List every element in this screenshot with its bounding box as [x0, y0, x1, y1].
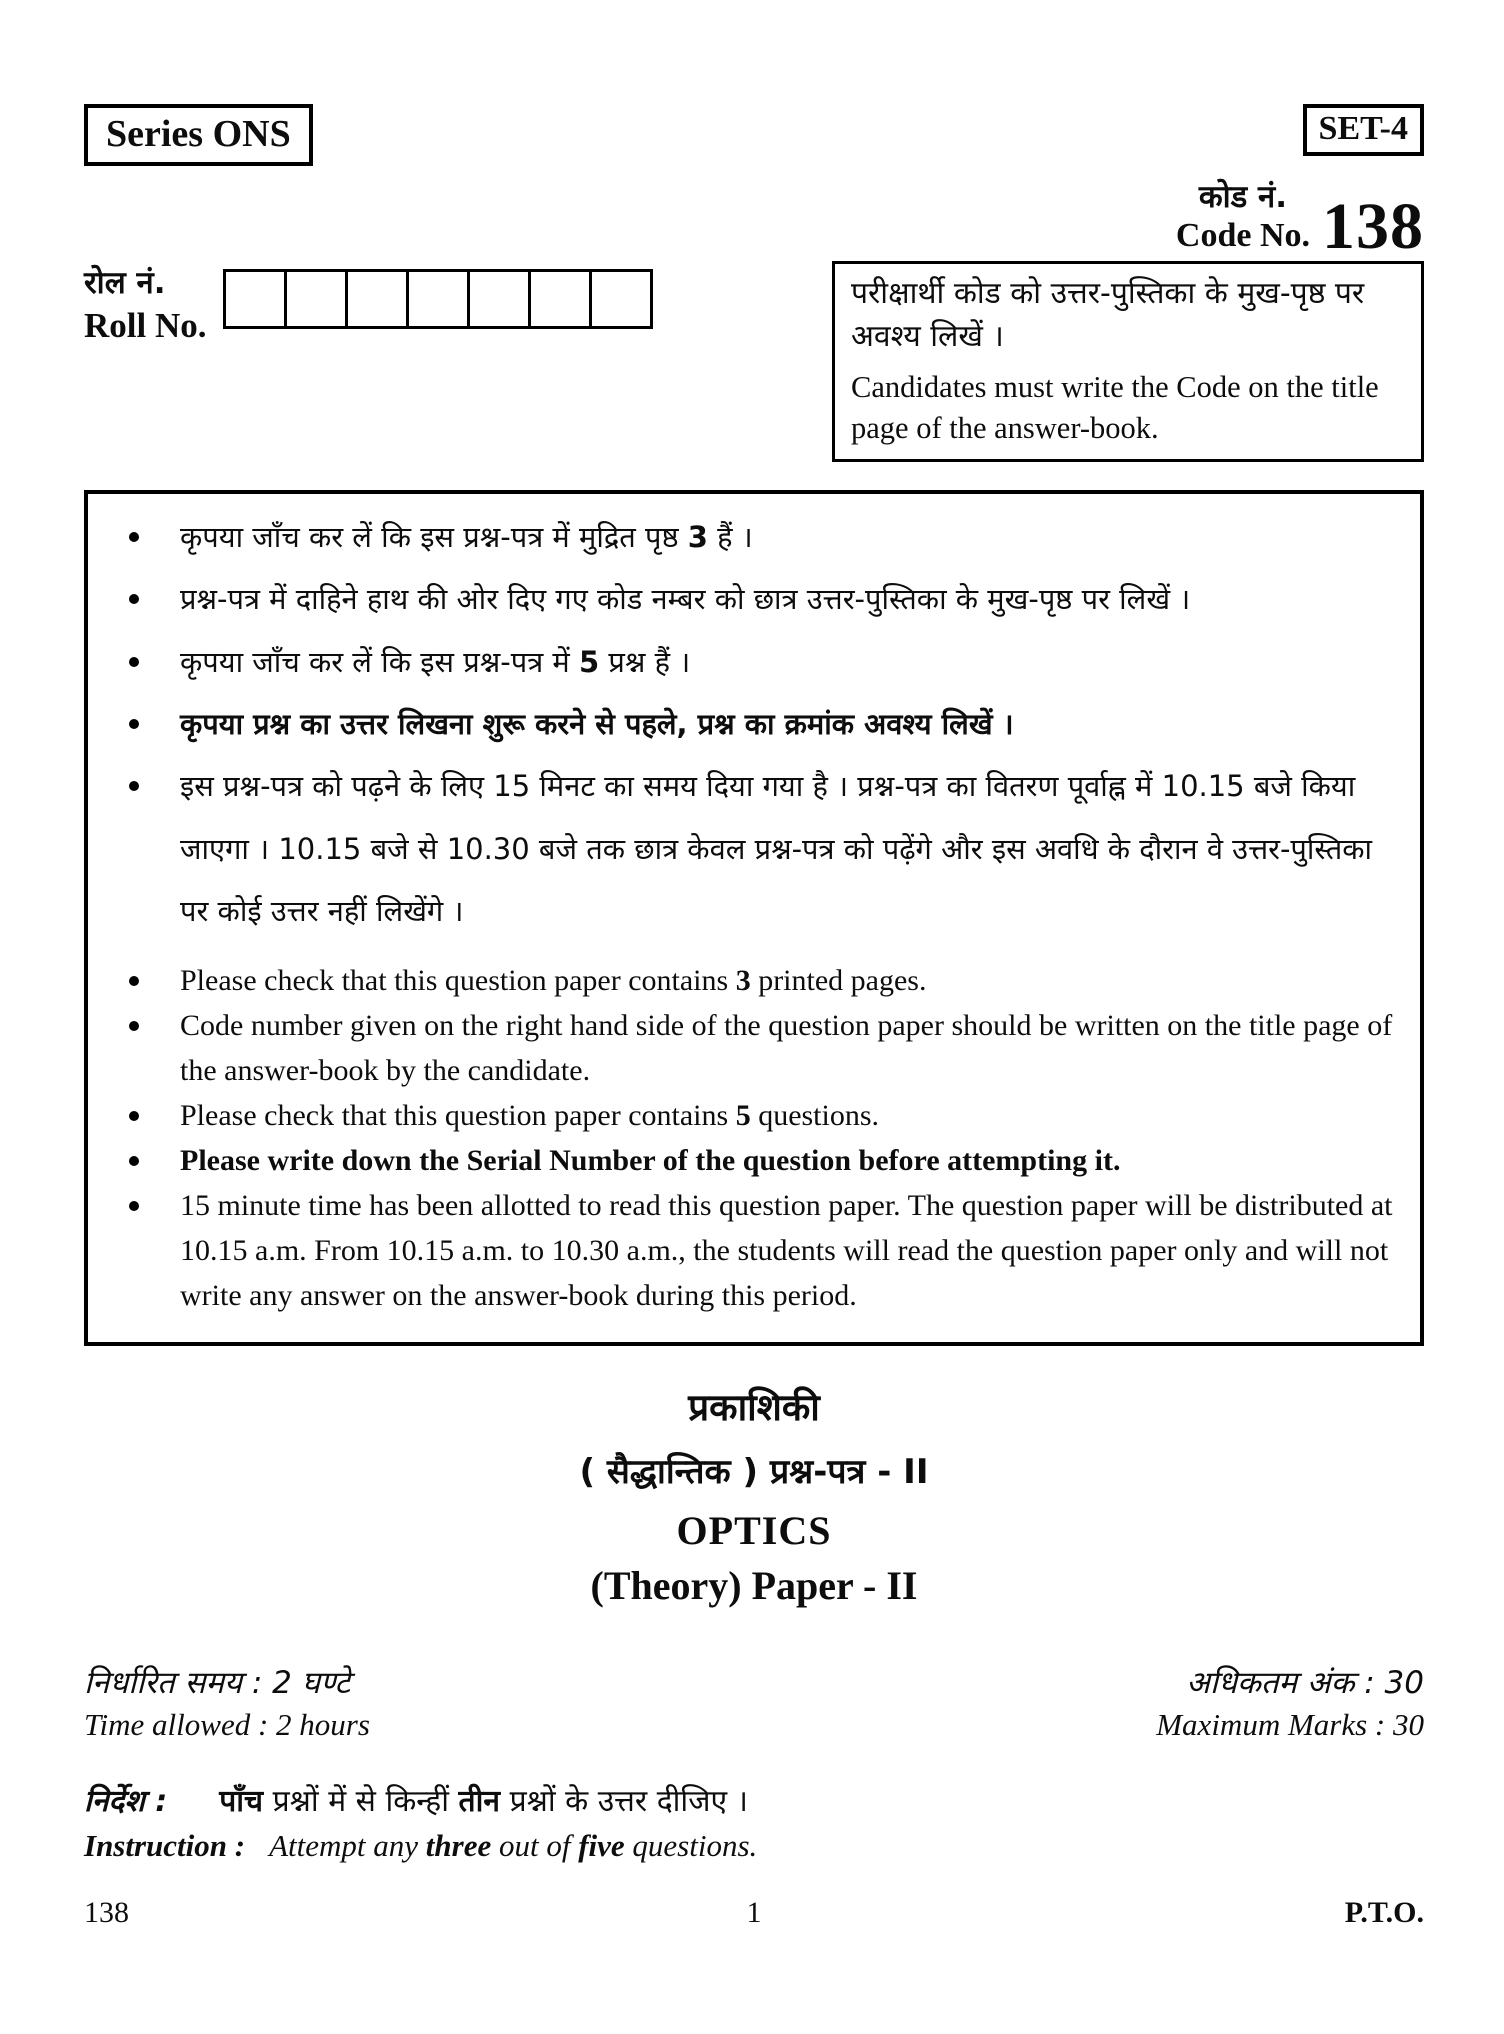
- instruction-text: पाँच प्रश्नों में से किन्हीं तीन प्रश्नों के उत्तर दीजिए ।: [219, 1784, 748, 1820]
- maximum-marks-block: [1156, 1661, 1424, 1743]
- notice-text-hindi: परीक्षार्थी कोड को उत्तर-पुस्तिका के मुख-पृष्ठ पर अवश्य लिखें ।: [851, 275, 1365, 355]
- candidate-code-notice-box: [832, 261, 1424, 462]
- instruction-text-hindi: प्रश्न-पत्र में दाहिने हाथ की ओर दिए गए कोड नम्बर को छात्र उत्तर-पुस्तिका के मुख-पृष्ठ पर लिखें ।: [180, 582, 1191, 617]
- code-number-block: [84, 179, 1424, 263]
- attempt-instruction-hindi: [84, 1779, 1424, 1820]
- attempt-instruction-english: [84, 1828, 1424, 1864]
- code-number-value: 138: [1322, 189, 1424, 263]
- roll-number-block: [84, 263, 653, 349]
- roll-number-cells: [223, 269, 653, 329]
- instructions-english-list: [88, 958, 1394, 1318]
- attempt-instruction-block: [84, 1779, 1424, 1864]
- notice-text-english: Candidates must write the Code on the title page of the answer-book.: [851, 369, 1379, 445]
- list-item: [88, 1183, 1394, 1318]
- list-item: [88, 1138, 1394, 1183]
- list-item: [88, 755, 1394, 942]
- list-item: [88, 693, 1394, 755]
- maximum-marks-english: Maximum Marks : 30: [1156, 1707, 1424, 1743]
- instruction-text-hindi: कृपया प्रश्न का उत्तर लिखना शुरू करने से पहले, प्रश्न का क्रमांक अवश्य लिखें ।: [180, 707, 1014, 742]
- code-label-english: Code No.: [1175, 216, 1310, 254]
- footer-pto-label: P.T.O.: [1344, 1896, 1424, 1929]
- list-item: [88, 1093, 1394, 1138]
- instruction-text-english: Please write down the Serial Number of the question before attempting it.: [180, 1144, 1121, 1178]
- instruction-text-english: 15 minute time has been allotted to read this question paper. The question paper will be distributed at 10.15 a.m. From 10.15 a.m. to 10.30 a.m., the students will read the question paper only and will not write any answer on the answer-book during this period.: [180, 1189, 1393, 1313]
- time-allowed-block: [84, 1661, 370, 1743]
- set-badge: SET-4: [1303, 104, 1424, 156]
- footer-page-number: 1: [746, 1896, 762, 1929]
- header-row: [84, 104, 1424, 166]
- roll-digit-cell: [467, 269, 531, 329]
- list-item: [88, 506, 1394, 568]
- general-instructions-box: [84, 490, 1424, 1346]
- roll-digit-cell: [528, 269, 592, 329]
- list-item: [88, 1003, 1394, 1093]
- bullet-icon: [129, 532, 139, 542]
- bullet-icon: [129, 719, 139, 729]
- bullet-icon: [129, 1156, 139, 1166]
- paper-subtitle-hindi: ( सैद्धान्तिक ) प्रश्न-पत्र - II: [579, 1452, 929, 1493]
- subject-title-english: OPTICS: [676, 1508, 832, 1554]
- instruction-text-english: Please check that this question paper contains 5 questions.: [180, 1099, 880, 1133]
- instruction-text-english: Code number given on the right hand side of the question paper should be written on the title page of the answer-book by the candidate.: [180, 1009, 1393, 1088]
- bullet-icon: [129, 781, 139, 791]
- roll-label-hindi: रोल नं.: [84, 264, 166, 301]
- instruction-text-hindi: कृपया जाँच कर लें कि इस प्रश्न-पत्र में 5 प्रश्न हैं ।: [180, 644, 691, 679]
- instruction-text-english: Please check that this question paper contains 3 printed pages.: [180, 964, 927, 998]
- subject-title-hindi: प्रकाशिकी: [688, 1386, 820, 1430]
- bullet-icon: [129, 594, 139, 604]
- time-marks-row: [84, 1661, 1424, 1743]
- bullet-icon: [129, 657, 139, 667]
- list-item: [88, 631, 1394, 693]
- bullet-icon: [129, 1021, 139, 1031]
- time-allowed-hindi: निर्धारित समय : 2 घण्टे: [84, 1665, 351, 1702]
- roll-digit-cell: [223, 269, 287, 329]
- time-allowed-english: Time allowed : 2 hours: [84, 1707, 370, 1743]
- bullet-icon: [129, 1201, 139, 1211]
- instruction-text: Attempt any three out of five questions.: [269, 1828, 758, 1864]
- roll-digit-cell: [284, 269, 348, 329]
- roll-labels: [84, 263, 207, 349]
- roll-digit-cell: [589, 269, 653, 329]
- paper-title-block: [84, 1380, 1424, 1609]
- page-footer: [84, 1896, 1424, 1930]
- paper-subtitle-english: (Theory) Paper - II: [590, 1563, 918, 1609]
- bullet-icon: [129, 976, 139, 986]
- list-item: [88, 568, 1394, 630]
- roll-and-notice-row: [84, 263, 1424, 462]
- code-labels: [1176, 180, 1310, 255]
- instruction-label-english: Instruction :: [84, 1828, 246, 1864]
- instruction-text-hindi: इस प्रश्न-पत्र को पढ़ने के लिए 15 मिनट का समय दिया गया है । प्रश्न-पत्र का वितरण पूर्वाह्न में 10.15 बजे किया जाएगा । 10.15 बजे से 10.30 बजे तक छात्र केवल प्रश्न-पत्र को पढ़ेंगे और इस अवधि के दौरान वे उत्तर-पुस्तिका पर कोई उत्तर नहीं लिखेंगे ।: [180, 769, 1373, 929]
- roll-digit-cell: [345, 269, 409, 329]
- series-badge: Series ONS: [84, 104, 313, 166]
- roll-digit-cell: [406, 269, 470, 329]
- instructions-hindi-list: [88, 506, 1394, 942]
- footer-paper-code: 138: [84, 1896, 129, 1929]
- code-label-hindi: कोड नं.: [1198, 179, 1288, 215]
- bullet-icon: [129, 1111, 139, 1121]
- list-item: [88, 958, 1394, 1003]
- instruction-label-hindi: निर्देश :: [84, 1784, 168, 1820]
- instruction-text-hindi: कृपया जाँच कर लें कि इस प्रश्न-पत्र में मुद्रित पृष्ठ 3 हैं ।: [180, 520, 753, 555]
- maximum-marks-hindi: अधिकतम अंक : 30: [1186, 1665, 1424, 1702]
- roll-label-english: Roll No.: [84, 306, 207, 346]
